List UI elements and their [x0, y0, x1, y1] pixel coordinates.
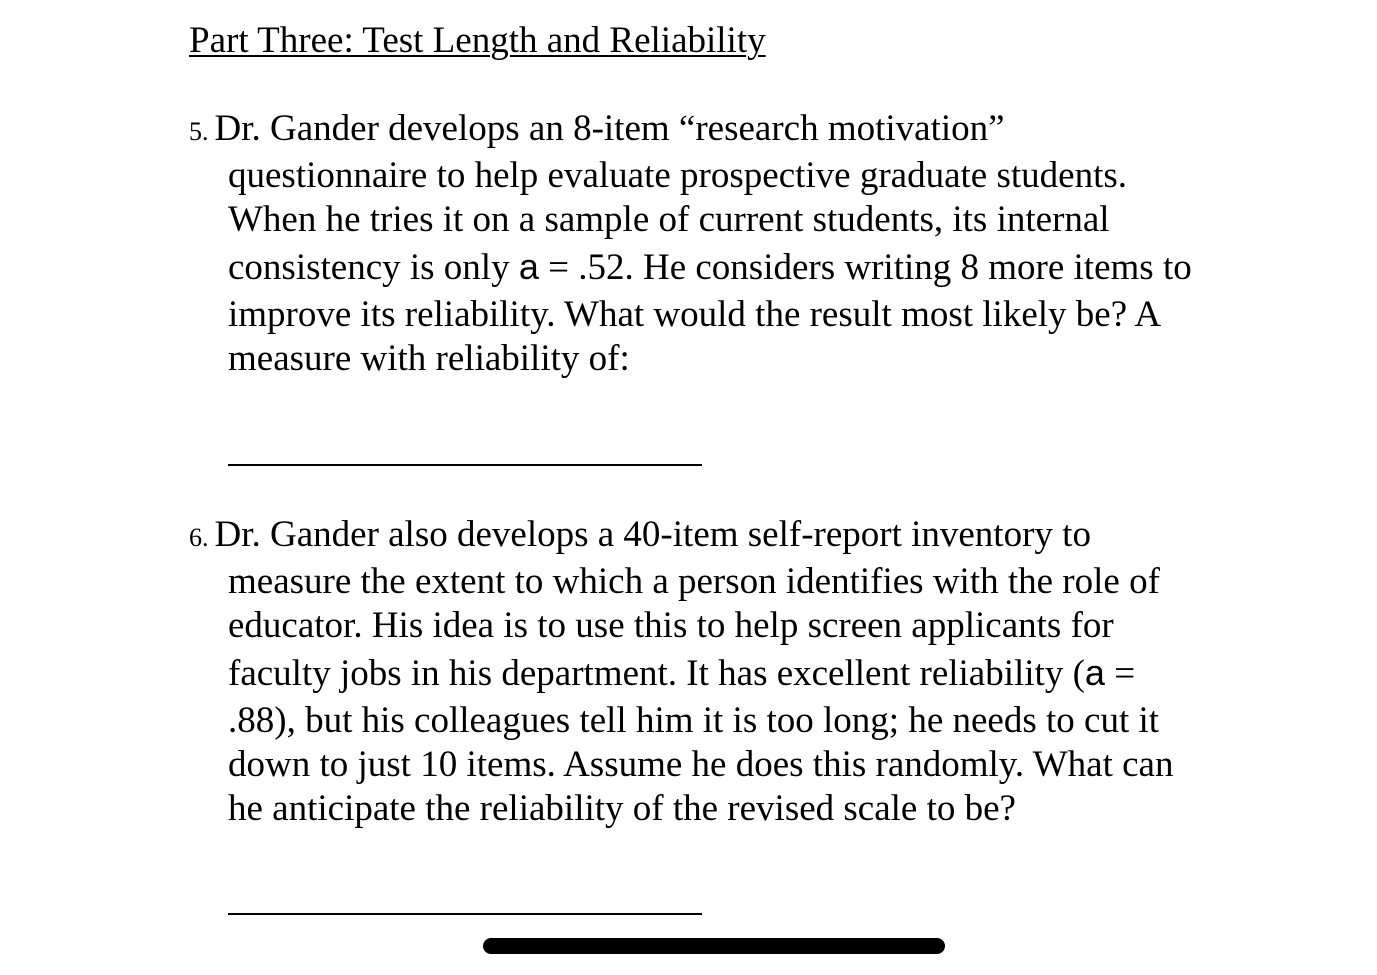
question-6-line-1	[189, 513, 1269, 560]
question-6-line-7: he anticipate the reliability of the revised scale to be?	[228, 788, 1016, 829]
question-5-text-1: Dr. Gander develops an 8-item “research motivation”	[214, 108, 1005, 149]
question-6-line-3: educator. His idea is to use this to help screen applicants for	[228, 605, 1114, 646]
alpha-symbol: a	[1084, 652, 1105, 693]
question-6-answer-blank[interactable]	[228, 913, 702, 915]
section-heading: Part Three: Test Length and Reliability	[189, 20, 766, 61]
home-indicator-bar[interactable]	[483, 938, 945, 954]
question-5-line-5: improve its reliability. What would the result most likely be? A	[228, 294, 1162, 335]
question-6-line-5: .88), but his colleagues tell him it is too long; he needs to cut it	[228, 700, 1160, 741]
question-6-line-4	[189, 648, 1269, 699]
question-5-line-6: measure with reliability of:	[228, 338, 630, 379]
question-6-line-4-after: =	[1104, 653, 1136, 694]
alpha-symbol: a	[518, 246, 539, 287]
question-6-line-2: measure the extent to which a person identifies with the role of	[228, 561, 1160, 602]
question-5-line-4	[189, 242, 1269, 293]
question-5-line-3: When he tries it on a sample of current students, its internal	[228, 199, 1110, 240]
question-6-line-6: down to just 10 items. Assume he does this randomly. What can	[228, 744, 1174, 785]
question-6-line-4-before: faculty jobs in his department. It has excellent reliability (	[228, 653, 1085, 694]
question-5-line-1	[189, 107, 1269, 154]
question-5-line-4-after: = .52. He considers writing 8 more items to	[538, 247, 1192, 288]
question-6-text-1: Dr. Gander also develops a 40-item self-report inventory to	[214, 514, 1091, 555]
question-5-number: 5.	[189, 117, 209, 146]
question-5-answer-blank[interactable]	[228, 464, 702, 466]
question-6-number: 6.	[189, 523, 209, 552]
question-5-line-4-before: consistency is only	[228, 247, 519, 288]
question-6	[189, 513, 1269, 831]
question-5	[189, 107, 1269, 381]
question-5-line-2: questionnaire to help evaluate prospective graduate students.	[228, 155, 1128, 196]
